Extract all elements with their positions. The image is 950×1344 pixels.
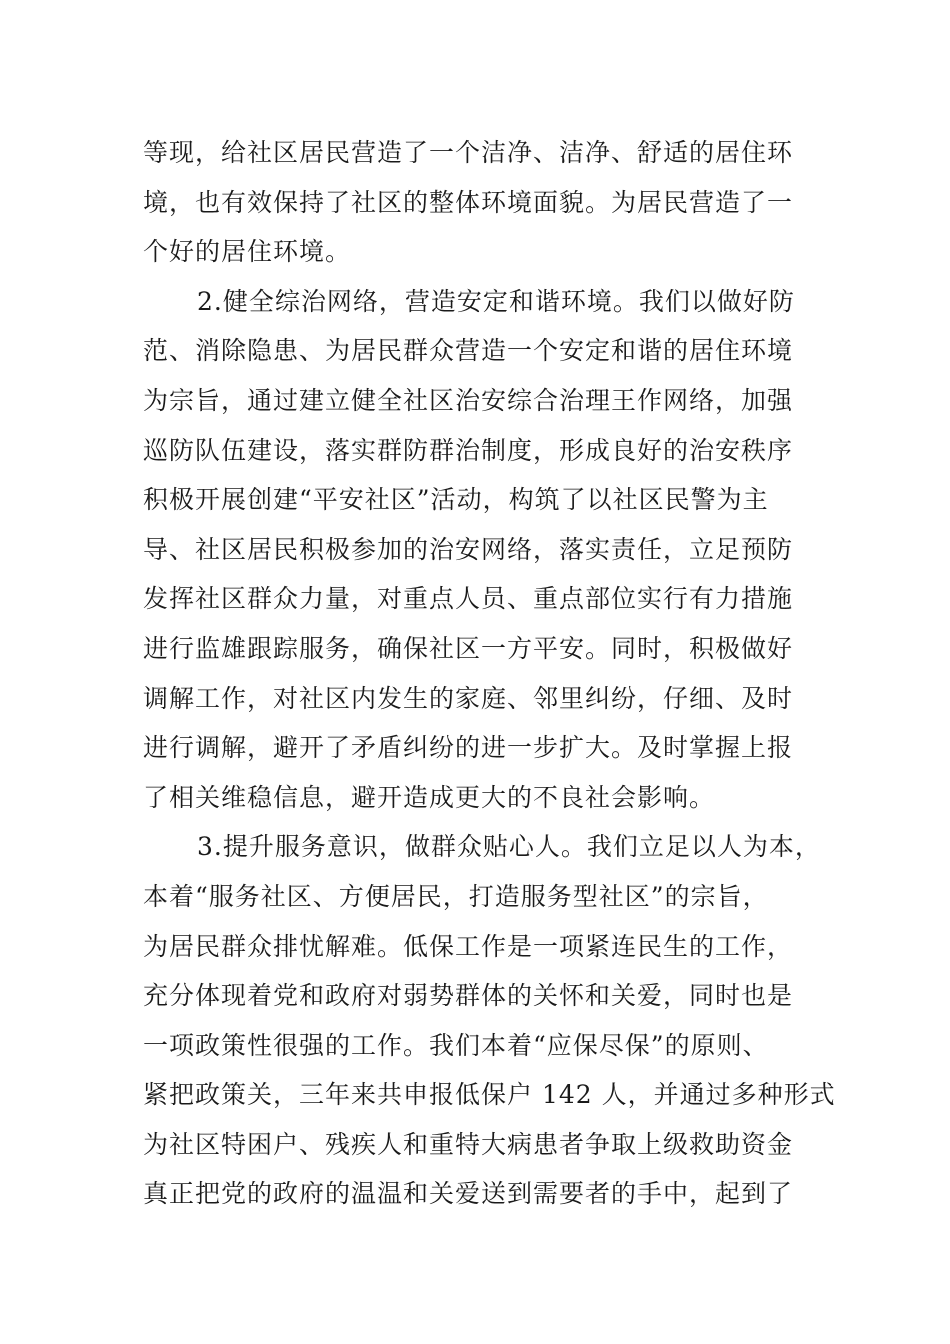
paragraph-2-first-line: 2.健全综治网络，营造安定和谐环境。我们以做好防 — [197, 286, 795, 316]
text-line: 巡防队伍建设，落实群防群治制度，形成良好的治安秩序 — [143, 435, 794, 465]
text-line: 充分体现着党和政府对弱势群体的关怀和关爱，同时也是 — [143, 981, 794, 1011]
text-line: 境，也有效保持了社区的整体环境面貌。为居民营造了一 — [143, 187, 794, 217]
text-line: 紧把政策关，三年来共申报低保户 142 人，并通过多种形式 — [143, 1080, 836, 1110]
paragraph-3-first-line: 3.提升服务意识，做群众贴心人。我们立足以人为本， — [197, 832, 821, 862]
text-line: 积极开展创建“平安社区”活动，构筑了以社区民警为主 — [143, 485, 769, 515]
text-line: 真正把党的政府的温温和关爱送到需要者的手中，起到了 — [143, 1179, 794, 1209]
text-line: 为社区特困户、残疾人和重特大病患者争取上级救助资金 — [143, 1129, 794, 1159]
text-line: 发挥社区群众力量，对重点人员、重点部位实行有力措施 — [143, 584, 794, 614]
text-line: 本着“服务社区、方便居民，打造服务型社区”的宗旨， — [143, 881, 769, 911]
text-line: 个好的居住环境。 — [143, 237, 352, 267]
text-line: 导、社区居民积极参加的治安网络，落实责任，立足预防 — [143, 534, 794, 564]
text-line: 进行监雄跟踪服务，确保社区一方平安。同时，积极做好 — [143, 633, 794, 663]
text-line: 为宗旨，通过建立健全社区治安综合治理王作网络，加强 — [143, 385, 794, 415]
text-line: 等现，给社区居民营造了一个洁净、洁净、舒适的居住环 — [143, 138, 794, 167]
text-line: 进行调解，避开了矛盾纠纷的进一步扩大。及时掌握上报 — [143, 733, 794, 763]
text-line: 为居民群众排忧解难。低保工作是一项紧连民生的工作， — [143, 931, 794, 961]
text-line: 一项政策性很强的工作。我们本着“应保尽保”的原则、 — [143, 1030, 769, 1060]
text-line: 范、消除隐患、为居民群众营造一个安定和谐的居住环境 — [143, 336, 794, 366]
text-line: 调解工作，对社区内发生的家庭、邻里纠纷，仔细、及时 — [143, 683, 794, 713]
body-text — [143, 128, 836, 1219]
text-line: 了相关维稳信息，避开造成更大的不良社会影响。 — [143, 782, 716, 812]
